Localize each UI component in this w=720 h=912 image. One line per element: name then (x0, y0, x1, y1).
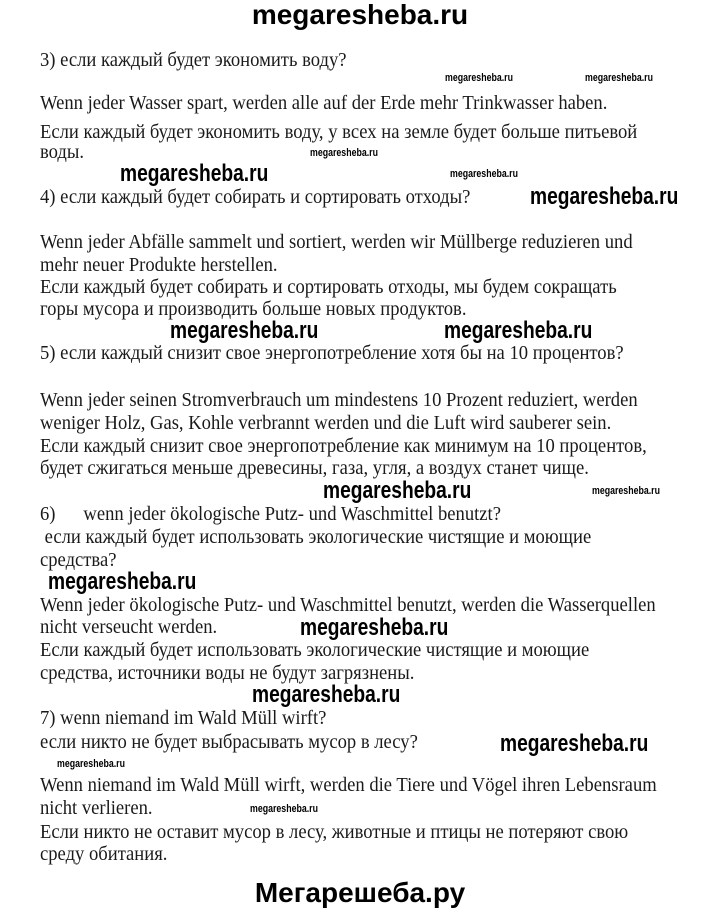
answer-6-de-cont: nicht verseucht werden. (40, 616, 218, 638)
watermark: megaresheba.ru (530, 183, 679, 210)
watermark: megaresheba.ru (592, 485, 660, 497)
question-7-de: 7) wenn niemand im Wald Müll wirft? (40, 707, 327, 729)
question-6-ru-cont: средства? (40, 549, 117, 571)
answer-7-de-cont: nicht verlieren. (40, 797, 153, 819)
answer-5-ru-cont: будет сжигаться меньше древесины, газа, угля, а воздух станет чище. (40, 457, 589, 479)
answer-5-de: Wenn jeder seinen Stromverbrauch um mindestens 10 Prozent reduziert, werden (40, 389, 638, 411)
watermark: megaresheba.ru (48, 568, 197, 595)
answer-7-de: Wenn niemand im Wald Müll wirft, werden die Tiere und Vögel ihren Lebensraum (40, 774, 657, 796)
question-6-ru: если каждый будет использовать экологические чистящие и моющие (40, 526, 592, 548)
watermark: megaresheba.ru (500, 730, 649, 757)
watermark: megaresheba.ru (323, 477, 472, 504)
watermark: megaresheba.ru (300, 614, 449, 641)
answer-4-ru-cont: горы мусора и производить больше новых продуктов. (40, 298, 467, 320)
watermark: megaresheba.ru (444, 317, 593, 344)
answer-3-ru-cont: воды. (40, 141, 85, 163)
watermark: megaresheba.ru (170, 317, 319, 344)
watermark: megaresheba.ru (450, 168, 518, 180)
watermark: megaresheba.ru (252, 681, 401, 708)
question-3: 3) если каждый будет экономить воду? (40, 49, 347, 71)
watermark: megaresheba.ru (250, 803, 318, 815)
question-4: 4) если каждый будет собирать и сортировать отходы? (40, 186, 471, 208)
answer-7-ru: Если никто не оставит мусор в лесу, животные и птицы не потеряют свою (40, 821, 629, 843)
answer-3-ru: Если каждый будет экономить воду, у всех на земле будет больше питьевой (40, 121, 638, 143)
question-7-ru: если никто не будет выбрасывать мусор в лесу? (40, 731, 418, 753)
answer-7-ru-cont: среду обитания. (40, 843, 168, 865)
question-5: 5) если каждый снизит свое энергопотребление хотя бы на 10 процентов? (40, 342, 624, 364)
watermark: megaresheba.ru (120, 160, 269, 187)
watermark: megaresheba.ru (57, 758, 125, 770)
question-6-de: 6) wenn jeder ökologische Putz- und Waschmittel benutzt? (40, 503, 501, 525)
answer-4-ru: Если каждый будет собирать и сортировать отходы, мы будем сокращать (40, 276, 617, 298)
header-watermark: megaresheba.ru (251, 0, 469, 30)
watermark: megaresheba.ru (310, 147, 378, 159)
answer-5-ru: Если каждый снизит свое энергопотребление как минимум на 10 процентов, (40, 435, 647, 457)
answer-6-de: Wenn jeder ökologische Putz- und Waschmittel benutzt, werden die Wasserquellen (40, 594, 656, 616)
answer-4-de-cont: mehr neuer Produkte herstellen. (40, 254, 278, 276)
footer-watermark: Мегарешеба.ру (254, 877, 466, 908)
answer-3-de: Wenn jeder Wasser spart, werden alle auf der Erde mehr Trinkwasser haben. (40, 92, 608, 114)
answer-5-de-cont: weniger Holz, Gas, Kohle verbrannt werden und die Luft wird sauberer sein. (40, 412, 612, 434)
watermark: megaresheba.ru (445, 72, 513, 84)
watermark: megaresheba.ru (585, 72, 653, 84)
answer-6-ru-cont: средства, источники воды не будут загрязнены. (40, 662, 415, 684)
answer-6-ru: Если каждый будет использовать экологические чистящие и моющие (40, 639, 590, 661)
answer-4-de: Wenn jeder Abfälle sammelt und sortiert, werden wir Müllberge reduzieren und (40, 231, 633, 253)
